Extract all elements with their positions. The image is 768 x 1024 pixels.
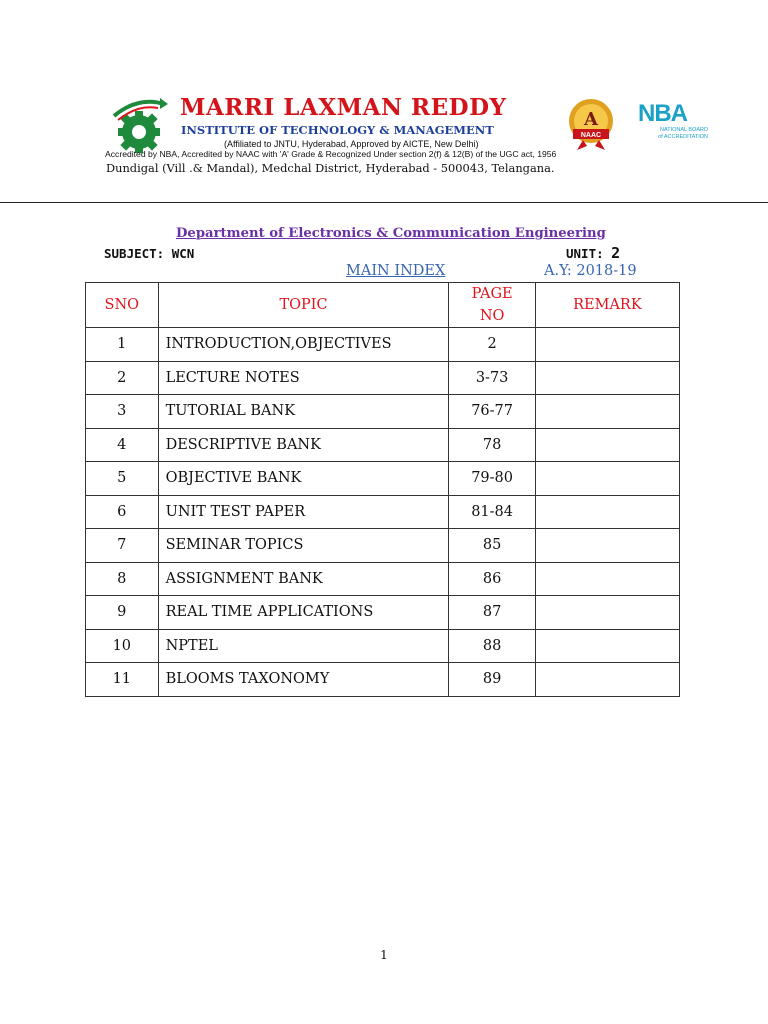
table-row	[86, 428, 680, 462]
cell-topic: UNIT TEST PAPER	[158, 495, 449, 529]
header-sno: SNO	[86, 283, 159, 328]
cell-sno: 2	[86, 361, 159, 395]
cell-page-no: 2	[449, 328, 535, 362]
affiliation-text: (Affiliated to JNTU, Hyderabad, Approved by AICTE, New Delhi)	[224, 139, 479, 149]
gear-logo-icon	[108, 94, 170, 156]
header-remark: REMARK	[535, 283, 679, 328]
cell-page-no: 78	[449, 428, 535, 462]
cell-sno: 1	[86, 328, 159, 362]
main-index-table	[85, 282, 680, 697]
institute-banner	[104, 90, 706, 182]
cell-page-no: 87	[449, 596, 535, 630]
table-row	[86, 629, 680, 663]
cell-topic: DESCRIPTIVE BANK	[158, 428, 449, 462]
address-text: Dundigal (Vill .& Mandal), Medchal District, Hyderabad - 500043, Telangana.	[106, 161, 555, 175]
header-page-no	[449, 283, 535, 328]
cell-remark	[535, 328, 679, 362]
cell-topic: ASSIGNMENT BANK	[158, 562, 449, 596]
cell-page-no: 81-84	[449, 495, 535, 529]
table-row	[86, 562, 680, 596]
cell-topic: OBJECTIVE BANK	[158, 462, 449, 496]
cell-page-no: 88	[449, 629, 535, 663]
table-row	[86, 361, 680, 395]
main-index-title: MAIN INDEX	[346, 263, 446, 279]
cell-page-no: 89	[449, 663, 535, 697]
header-page-line2: NO	[479, 308, 505, 324]
cell-topic: LECTURE NOTES	[158, 361, 449, 395]
nba-logo-text: NBA	[638, 100, 687, 127]
cell-remark	[535, 428, 679, 462]
table-row	[86, 395, 680, 429]
cell-remark	[535, 462, 679, 496]
cell-topic: TUTORIAL BANK	[158, 395, 449, 429]
table-header-row	[86, 283, 680, 328]
table-row	[86, 328, 680, 362]
naac-badge-icon	[563, 96, 619, 150]
unit-label	[566, 244, 620, 262]
cell-remark	[535, 495, 679, 529]
cell-sno: 9	[86, 596, 159, 630]
header-topic: TOPIC	[158, 283, 449, 328]
table-row	[86, 529, 680, 563]
cell-sno: 8	[86, 562, 159, 596]
cell-sno: 11	[86, 663, 159, 697]
cell-remark	[535, 361, 679, 395]
cell-sno: 5	[86, 462, 159, 496]
cell-page-no: 86	[449, 562, 535, 596]
institute-subtitle: INSTITUTE OF TECHNOLOGY & MANAGEMENT	[181, 123, 494, 137]
cell-sno: 3	[86, 395, 159, 429]
naac-grade-text: A	[584, 109, 598, 130]
cell-remark	[535, 596, 679, 630]
header-page-line1: PAGE	[471, 286, 513, 302]
cell-page-no: 85	[449, 529, 535, 563]
academic-year: A.Y: 2018-19	[544, 263, 637, 279]
cell-remark	[535, 629, 679, 663]
nba-logo	[638, 100, 706, 146]
table-row	[86, 663, 680, 697]
table-row	[86, 596, 680, 630]
cell-topic: INTRODUCTION,OBJECTIVES	[158, 328, 449, 362]
header-divider	[0, 202, 768, 203]
table-body	[86, 328, 680, 697]
institute-name: MARRI LAXMAN REDDY	[180, 94, 507, 121]
table-row	[86, 462, 680, 496]
cell-topic: REAL TIME APPLICATIONS	[158, 596, 449, 630]
naac-label-text: NAAC	[580, 132, 602, 139]
subject-label: SUBJECT: WCN	[104, 246, 195, 261]
cell-sno: 7	[86, 529, 159, 563]
unit-label-text: UNIT:	[566, 246, 604, 261]
cell-sno: 4	[86, 428, 159, 462]
cell-remark	[535, 529, 679, 563]
cell-page-no: 3-73	[449, 361, 535, 395]
cell-page-no: 76-77	[449, 395, 535, 429]
cell-topic: SEMINAR TOPICS	[158, 529, 449, 563]
nba-caption-line2: of ACCREDITATION	[658, 134, 708, 140]
nba-caption	[638, 127, 708, 141]
cell-page-no: 79-80	[449, 462, 535, 496]
unit-value: 2	[611, 244, 621, 262]
cell-remark	[535, 663, 679, 697]
cell-sno: 10	[86, 629, 159, 663]
cell-remark	[535, 562, 679, 596]
cell-sno: 6	[86, 495, 159, 529]
accreditation-text: Accredited by NBA, Accredited by NAAC with 'A' Grade & Recognized Under section 2(f) & 12(B) of the UGC act, 1956	[105, 149, 557, 159]
page-number: 1	[380, 948, 388, 962]
table-row	[86, 495, 680, 529]
cell-topic: BLOOMS TAXONOMY	[158, 663, 449, 697]
department-title: Department of Electronics & Communication Engineering	[176, 226, 606, 241]
cell-remark	[535, 395, 679, 429]
nba-caption-line1: NATIONAL BOARD	[660, 127, 708, 133]
cell-topic: NPTEL	[158, 629, 449, 663]
